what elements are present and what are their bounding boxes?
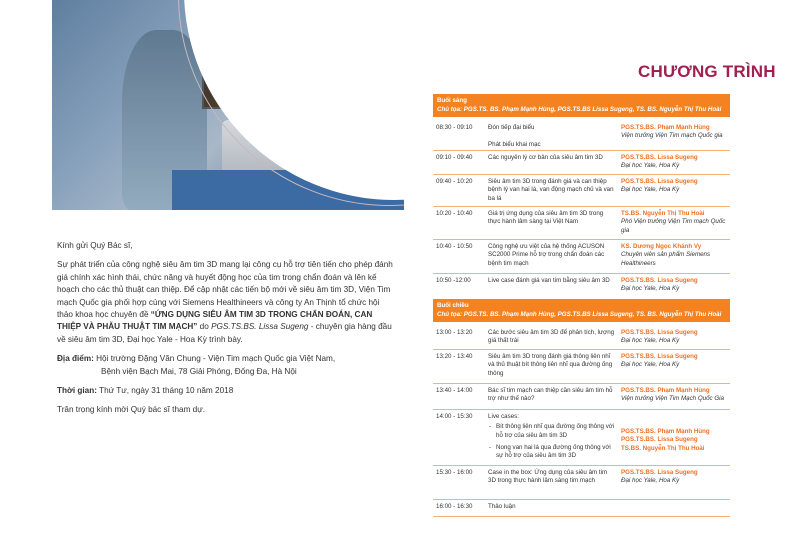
row-speaker: [621, 277, 733, 294]
speaker-name: PGS.TS.BS. Lissa Sugeng: [621, 277, 698, 284]
event-title: “ỨNG DỤNG SIÊU ÂM TIM 3D TRONG CHẨN ĐOÁN, CAN THIỆP VÀ PHẪU THUẬT TIM MẠCH”: [57, 310, 373, 332]
time: [57, 385, 397, 397]
agenda-row: [433, 326, 730, 350]
morning-session-header: [433, 94, 730, 117]
topic-line: Đón tiếp đại biểu: [488, 124, 535, 131]
speaker-name: PGS.TS.BS. Lissa Sugeng: [621, 436, 698, 444]
row-speaker: [621, 124, 733, 141]
list-item: - Nong van hai lá qua đường ống thông với sự hỗ trợ của siêu âm tim 3D: [496, 444, 616, 461]
speaker-affiliation: Đại học Yale, Hoa Kỳ: [621, 337, 680, 345]
speaker-affiliation: Phó Viện trưởng Viện Tim mạch Quốc gia: [621, 218, 726, 234]
row-speaker: [621, 469, 733, 486]
row-speaker: [621, 178, 733, 195]
row-speaker: [621, 428, 733, 453]
agenda-row: [433, 151, 730, 175]
hero-photo: [52, 0, 404, 210]
intro-text: do: [197, 322, 212, 332]
intro-paragraph: [57, 259, 397, 346]
row-topic: Các nguyên lý cơ bản của siêu âm tim 3D: [488, 154, 603, 161]
agenda-row: [433, 500, 730, 517]
session-chairs: Chủ tọa: PGS.TS. BS. Phạm Mạnh Hùng, PGS.TS.BS Lissa Sugeng, TS. BS. Nguyễn Thị Thu Hoài: [437, 106, 722, 113]
row-speaker: [621, 387, 733, 404]
row-speaker: [621, 243, 733, 268]
row-time: 10:20 - 10:40: [436, 210, 473, 217]
speaker-affiliation: Đại học Yale, Hoa Kỳ: [621, 361, 680, 369]
speaker-affiliation: Viện trưởng Viện Tim Mạch Quốc Gia: [621, 395, 724, 403]
intro-text: Sự phát triển của công nghệ siêu âm tim 3D mang lại công cụ hỗ trợ tiên tiến cho phép đánh giá chính xác hình thái, chức năng và huyết động học của tim trong chẩn đoán và lên kế hoạch cho các thủ thuật can thiệp. Để cập nhật các tiến bộ mới về siêu âm tim 3D, Viện Tim mạch Quốc gia phối hợp cùng với Siemens Healthineers và công ty An Thịnh tổ chức hội thảo khoa học chuyên đề: [57, 260, 393, 320]
program-title: CHƯƠNG TRÌNH: [638, 62, 776, 81]
speaker-name: TS.BS. Nguyễn Thị Thu Hoài: [621, 444, 705, 452]
row-topic: [488, 413, 616, 464]
venue: [57, 353, 397, 365]
session-label: Buổi sáng: [437, 97, 467, 104]
venue-line-1: Hội trường Đặng Văn Chung - Viện Tim mạch Quốc gia Việt Nam,: [96, 354, 336, 364]
speaker-name: PGS.TS.BS. Phạm Mạnh Hùng: [621, 387, 710, 394]
row-time: 10:40 - 10:50: [436, 243, 473, 250]
speaker-affiliation: Đại học Yale, Hoa Kỳ: [621, 162, 680, 170]
agenda-row: [433, 207, 730, 240]
speaker-name: PGS.TS.BS. Lissa Sugeng: [621, 329, 698, 336]
speaker-name: TS.BS. Nguyễn Thị Thu Hoài: [621, 210, 705, 217]
row-time: 14:00 - 15:30: [436, 413, 473, 420]
row-time: 10:50 -12:00: [436, 277, 471, 284]
row-topic: Các bước siêu âm tim 3D để phân tích, lượng giá thất trái: [488, 329, 615, 345]
afternoon-session-header: [433, 299, 730, 322]
agenda-row: [433, 274, 730, 298]
speaker-name: PGS.TS.BS. Lissa Sugeng: [621, 353, 698, 360]
intro-text: - chuyên gia hàng đầu về siêu âm tim 3D, Đại học Yale - Hoa Kỳ trình bày.: [57, 322, 392, 344]
speaker-affiliation: Đại học Yale, Hoa Kỳ: [621, 477, 680, 485]
row-time: 13:20 - 13:40: [436, 353, 473, 360]
speaker-name: PGS.TS.BS. Lissa Sugeng: [621, 178, 698, 185]
row-topic: Siêu âm tim 3D trong đánh giá và can thiệp bệnh lý van hai lá, van động mạch chủ và van ba lá: [488, 178, 614, 202]
row-time: 09:10 - 09:40: [436, 154, 473, 161]
row-topic: Siêu âm tim 3D trong đánh giá thông liên nhĩ và thủ thuật bít thông liên nhĩ qua đường ống thông: [488, 353, 613, 377]
agenda-row: [433, 175, 730, 207]
invitation-letter: [57, 240, 397, 424]
speaker-affiliation: Viện trưởng Viện Tim mạch Quốc gia: [621, 132, 723, 140]
row-topic: Giá trị ứng dụng của siêu âm tim 3D trong thực hành lâm sàng tại Việt Nam: [488, 210, 604, 226]
row-time: 09:40 - 10:20: [436, 178, 473, 185]
time-label: Thời gian:: [57, 386, 97, 396]
row-topic: Bác sĩ tim mạch can thiệp cần siêu âm tim hỗ trợ như thế nào?: [488, 387, 613, 403]
speaker-name: PGS.TS.BS. Lissa Sugeng: [211, 322, 309, 332]
topic-line: Live cases:: [488, 413, 519, 420]
row-topic: [488, 124, 616, 149]
topic-line: Phát biểu khai mạc: [488, 140, 541, 148]
speaker-name: PGS.TS.BS. Phạm Mạnh Hùng: [621, 124, 710, 131]
row-topic: Thảo luận: [488, 503, 516, 510]
venue-line-2: Bệnh viện Bạch Mai, 78 Giải Phóng, Đống Đa, Hà Nội: [101, 366, 297, 376]
row-time: 16:00 - 16:30: [436, 503, 473, 510]
row-time: 15:30 - 16:00: [436, 469, 473, 476]
row-topic: Công nghệ ưu việt của hệ thống ACUSON SC2000 Prime hỗ trợ trong chẩn đoán các bệnh tim mạch: [488, 243, 605, 267]
row-speaker: [621, 154, 733, 171]
agenda-row: [433, 384, 730, 410]
speaker-name: KS. Dương Ngọc Khánh Vy: [621, 243, 702, 250]
greeting: Kính gửi Quý Bác sĩ,: [57, 241, 133, 250]
row-speaker: [621, 353, 733, 370]
session-label: Buổi chiều: [437, 302, 469, 309]
session-chairs: Chủ tọa: PGS.TS. BS. Phạm Mạnh Hùng, PGS.TS.BS Lissa Sugeng, TS. BS. Nguyễn Thị Thu Hoài: [437, 311, 722, 318]
speaker-affiliation: Đại học Yale, Hoa Kỳ: [621, 285, 680, 293]
speaker-name: PGS.TS.BS. Lissa Sugeng: [621, 469, 698, 476]
agenda-row: [433, 121, 730, 151]
agenda-row: [433, 350, 730, 384]
agenda-row: [433, 240, 730, 274]
row-topic: Live case đánh giá van tim bằng siêu âm 3D: [488, 277, 610, 284]
venue-label: Địa điểm:: [57, 354, 94, 364]
time-value: Thứ Tư, ngày 31 tháng 10 năm 2018: [99, 386, 234, 396]
row-time: 08:30 - 09:10: [436, 124, 473, 131]
list-item: - Bít thông liên nhĩ qua đường ống thông với hỗ trợ của siêu âm tim 3D: [496, 423, 616, 440]
speaker-name: PGS.TS.BS. Lissa Sugeng: [621, 154, 698, 161]
agenda-row: [433, 410, 730, 466]
speaker-affiliation: Chuyên viên sản phẩm Siemens Healthineers: [621, 251, 711, 267]
agenda-row: [433, 466, 730, 500]
row-speaker: [621, 329, 733, 346]
row-speaker: [621, 210, 733, 235]
row-topic: Case in the box: Ứng dụng của siêu âm tim 3D trong thực hành lâm sàng tim mạch: [488, 469, 608, 485]
speaker-name: PGS.TS.BS. Phạm Mạnh Hùng: [621, 428, 710, 435]
live-case-list: [488, 423, 616, 460]
speaker-affiliation: Đại học Yale, Hoa Kỳ: [621, 186, 680, 194]
row-time: 13:00 - 13:20: [436, 329, 473, 336]
closing: Trân trọng kính mời Quý bác sĩ tham dự.: [57, 405, 205, 415]
row-time: 13:40 - 14:00: [436, 387, 473, 394]
